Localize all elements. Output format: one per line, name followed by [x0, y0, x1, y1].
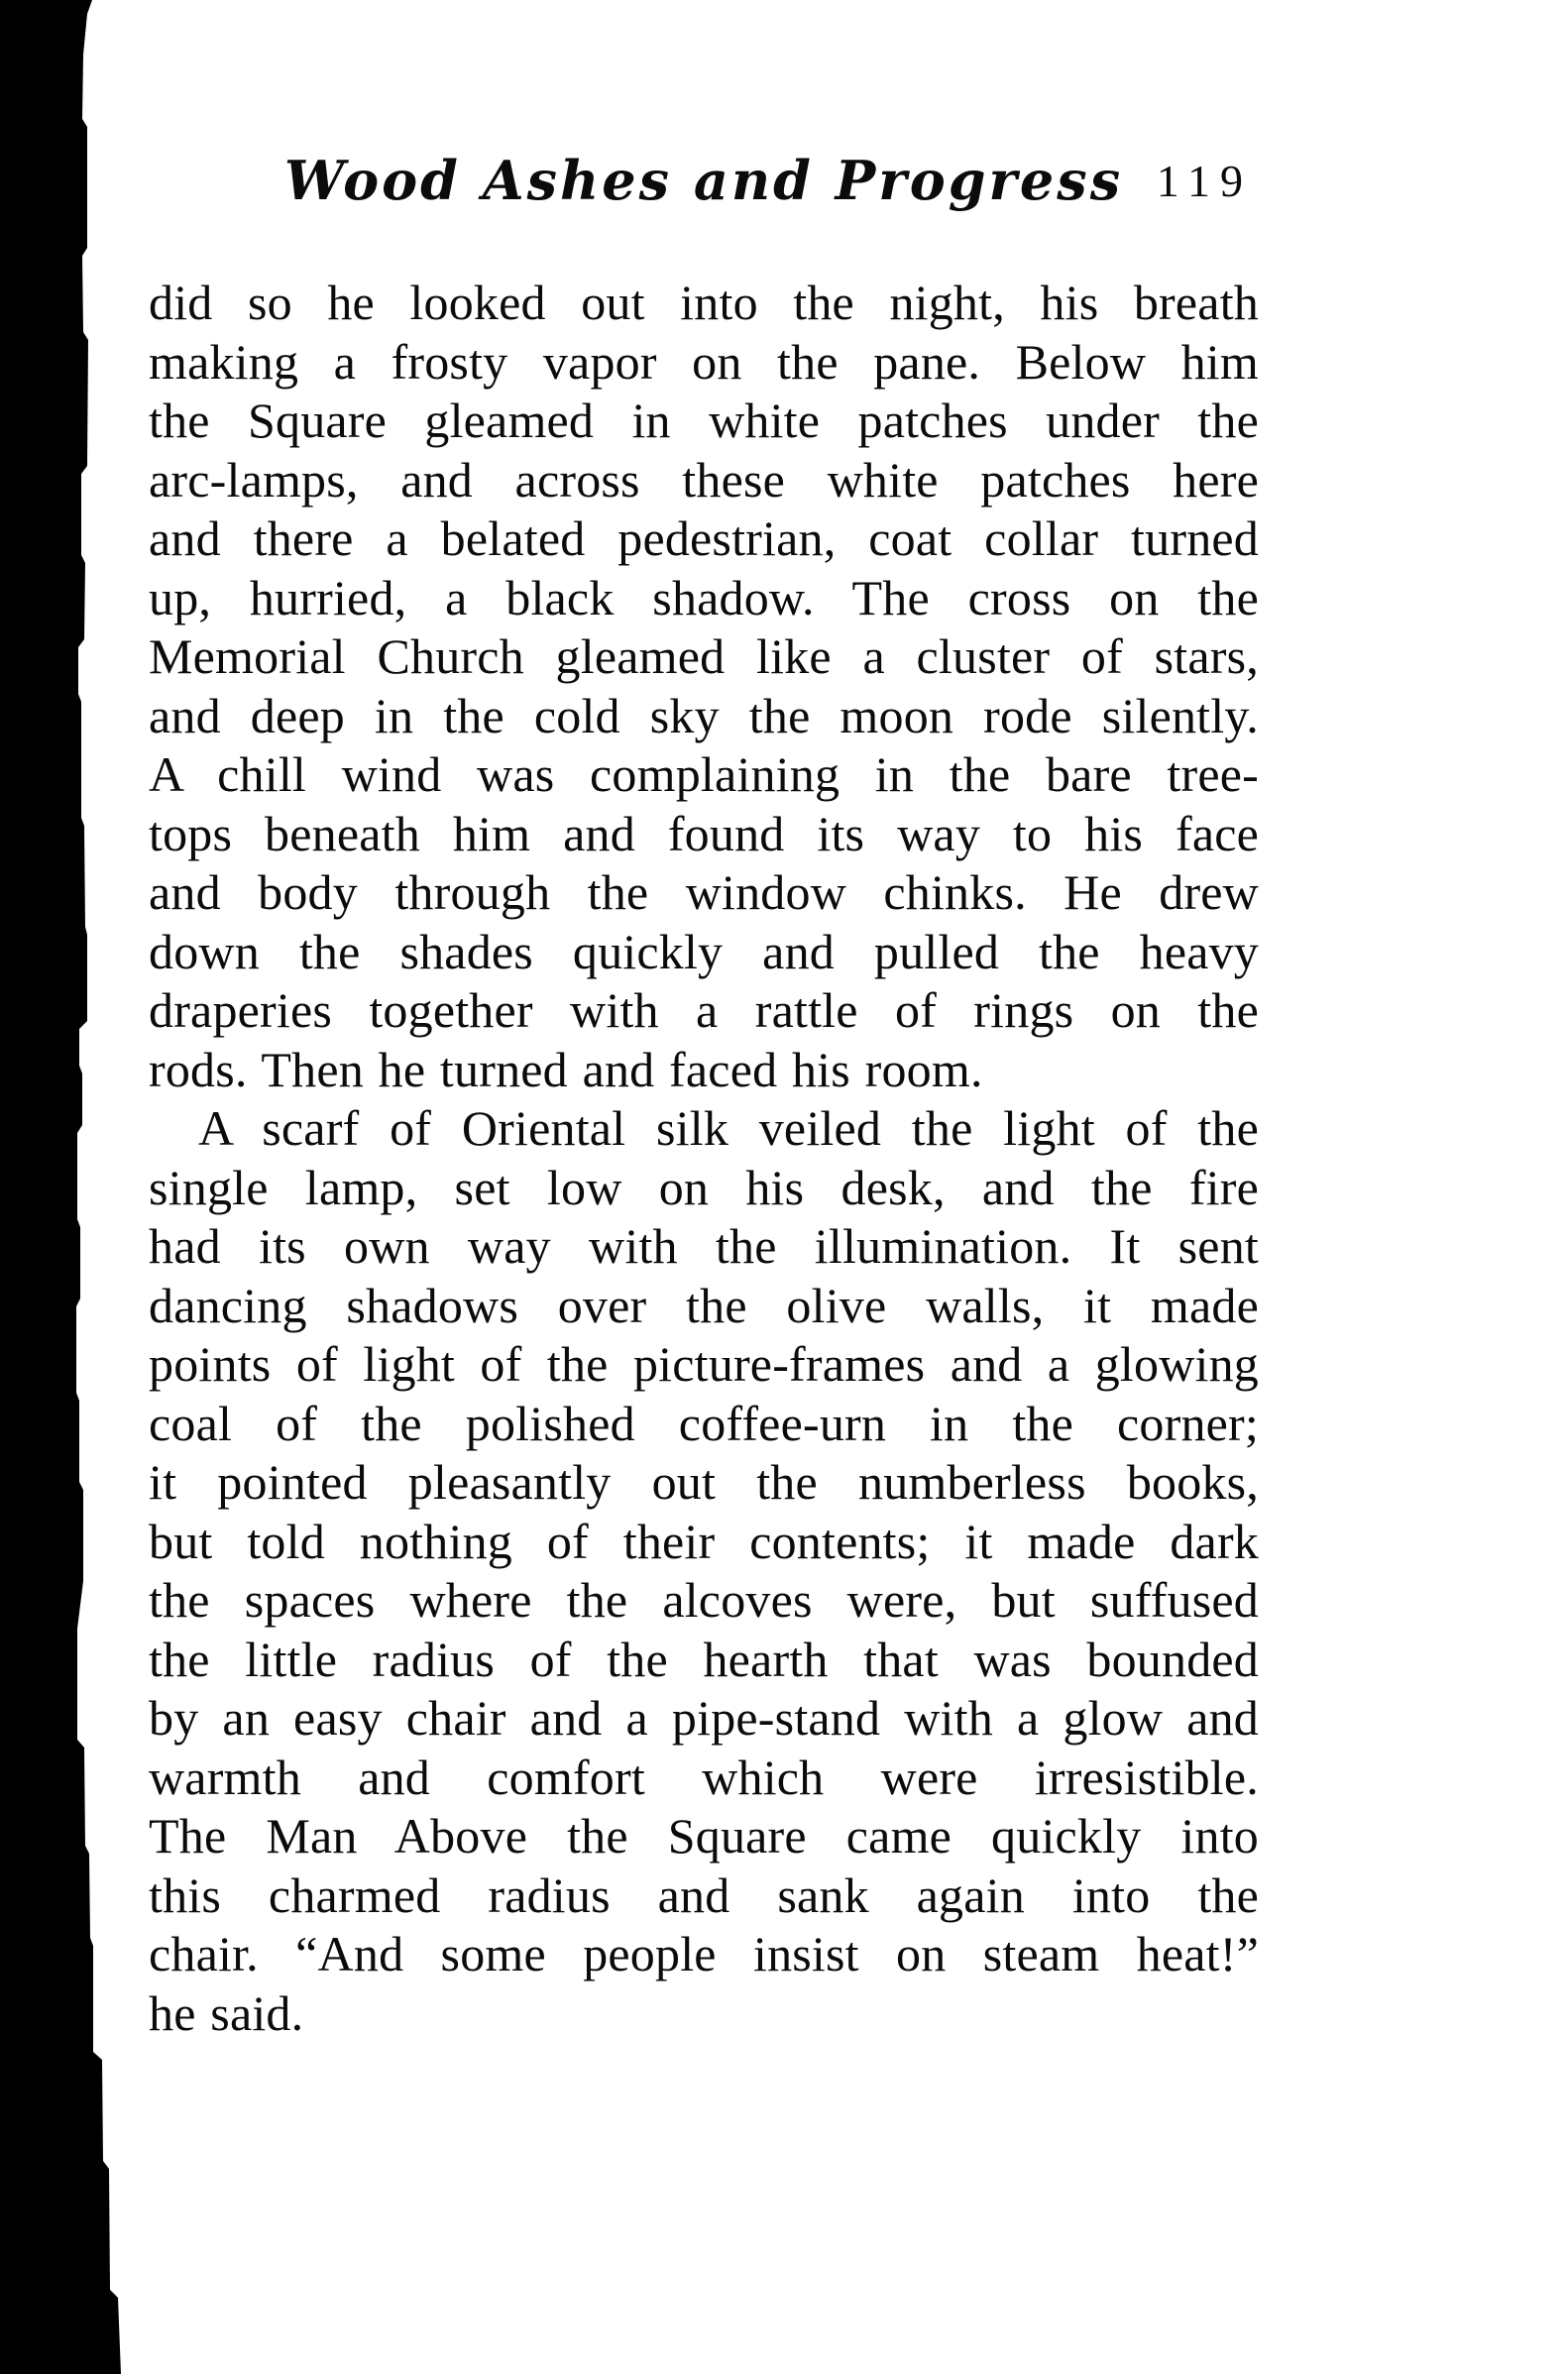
text-line: A scarf of Oriental silk veiled the light of the [198, 1100, 1259, 1156]
text-line: the Square gleamed in white patches under the [149, 393, 1259, 448]
text-line: but told nothing of their contents; it made dark [149, 1513, 1259, 1569]
text-line: he said. [149, 1984, 304, 2041]
text-line: and deep in the cold sky the moon rode silently. [149, 687, 1259, 743]
paragraph [149, 274, 1259, 1099]
text-line: down the shades quickly and pulled the heavy [149, 923, 1259, 979]
text-line: warmth and comfort which were irresistible. [149, 1749, 1259, 1805]
text-line: draperies together with a rattle of rings on the [149, 982, 1259, 1038]
text-line: up, hurried, a black shadow. The cross on the [149, 569, 1259, 625]
text-line: points of light of the picture-frames and a glowing [149, 1336, 1259, 1392]
text-line: making a frosty vapor on the pane. Below him [149, 333, 1259, 390]
text-block [149, 274, 1259, 2043]
page-number: 119 [1156, 156, 1253, 206]
text-line: single lamp, set low on his desk, and the fire [149, 1159, 1259, 1215]
text-line: Memorial Church gleamed like a cluster of stars, [149, 628, 1259, 684]
text-line: the spaces where the alcoves were, but suffused [149, 1572, 1259, 1628]
text-line: A chill wind was complaining in the bare tree- [149, 746, 1259, 802]
text-line: had its own way with the illumination. It sent [149, 1218, 1259, 1274]
text-line: dancing shadows over the olive walls, it made [149, 1277, 1259, 1333]
text-line: arc-lamps, and across these white patches here [149, 451, 1259, 508]
text-line: The Man Above the Square came quickly into [149, 1808, 1259, 1864]
chapter-title: Wood Ashes and Progress [283, 149, 1124, 212]
scan-edge-artifact [0, 0, 139, 2374]
text-line: rods. Then he turned and faced his room. [149, 1041, 983, 1097]
text-line: tops beneath him and found its way to his face [149, 805, 1259, 861]
text-line: chair. “And some people insist on steam heat!” [149, 1926, 1259, 1981]
text-line: this charmed radius and sank again into the [149, 1866, 1259, 1923]
text-line: by an easy chair and a pipe-stand with a glow and [149, 1690, 1259, 1746]
text-line: coal of the polished coffee-urn in the corner; [149, 1395, 1259, 1451]
text-line: the little radius of the hearth that was bounded [149, 1631, 1259, 1687]
text-line: did so he looked out into the night, his breath [149, 275, 1259, 330]
scan-edge-shape [0, 0, 121, 2374]
text-line: and there a belated pedestrian, coat collar turned [149, 510, 1259, 566]
text-line: it pointed pleasantly out the numberless books, [149, 1454, 1259, 1510]
running-header [149, 149, 1259, 218]
paragraph [149, 1099, 1259, 2043]
text-line: and body through the window chinks. He drew [149, 864, 1259, 920]
